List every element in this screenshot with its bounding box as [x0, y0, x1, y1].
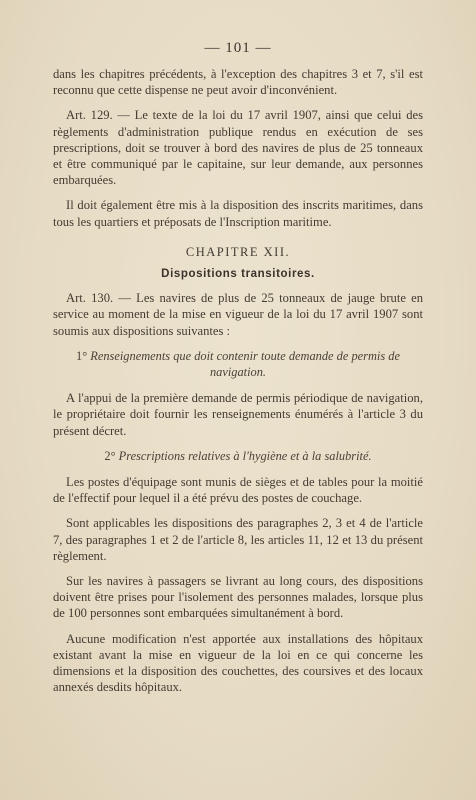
paragraph: Art. 130. — Les navires de plus de 25 tonneaux de jauge brute en service au moment de la mise en vigueur de la loi du 17 avril 1907 sont soumis aux dispositions suivantes : [53, 291, 423, 338]
section-heading: Dispositions transitoires. [161, 268, 315, 281]
subheading-number: 2° [104, 448, 116, 463]
subheading-text: Renseignements que doit contenir toute demande de permis de navigation. [90, 348, 400, 380]
paragraph: Sont applicables les dispositions des paragraphes 2, 3 et 4 de l'article 7, des paragraphes 1 et 2 de l'article 8, les articles 11, 12 et 13 du présent règlement. [53, 516, 423, 563]
subheading-text: Prescriptions relatives à l'hygiène et à la salubrité. [118, 448, 372, 463]
paragraph: Art. 129. — Le texte de la loi du 17 avril 1907, ainsi que celui des règlements d'administration publique rendus en exécution de ses prescriptions, doit se trouver à bord des navires de plus de 25 tonneaux et être communiqué par le capitaine, sur leur demande, aux personnes embarquées. [53, 108, 423, 188]
paragraph: A l'appui de la première demande de permis périodique de navigation, le propriétaire doit fournir les renseignements énumérés à l'article 3 du présent décret. [53, 391, 423, 438]
subheading [53, 448, 423, 464]
paragraph: Aucune modification n'est apportée aux installations des hôpitaux existant avant la mise en vigueur de la loi en ce qui concerne les dimensions et la disposition des couchettes, des coursives et des locaux annexés desdits hôpitaux. [53, 631, 423, 695]
paragraph: Il doit également être mis à la disposition des inscrits maritimes, dans tous les quartiers et préposats de l'Inscription maritime. [53, 198, 423, 229]
paragraph: dans les chapitres précédents, à l'exception des chapitres 3 et 7, s'il est reconnu que cette dispense ne peut avoir d'inconvénient. [53, 67, 423, 98]
page-number: — 101 — [204, 40, 272, 56]
paragraph: Les postes d'équipage sont munis de sièges et de tables pour la moitié de l'effectif pour lequel il a été prévu des postes de couchage. [53, 475, 423, 506]
page-body [53, 66, 423, 705]
chapter-heading: CHAPITRE XII. [185, 244, 291, 259]
subheading-number: 1° [76, 348, 88, 363]
subheading [53, 348, 423, 380]
paragraph: Sur les navires à passagers se livrant au long cours, des dispositions doivent être prises pour l'isolement des personnes malades, lorsque plus de 100 personnes sont embarquées simultanément à bord. [53, 574, 423, 621]
